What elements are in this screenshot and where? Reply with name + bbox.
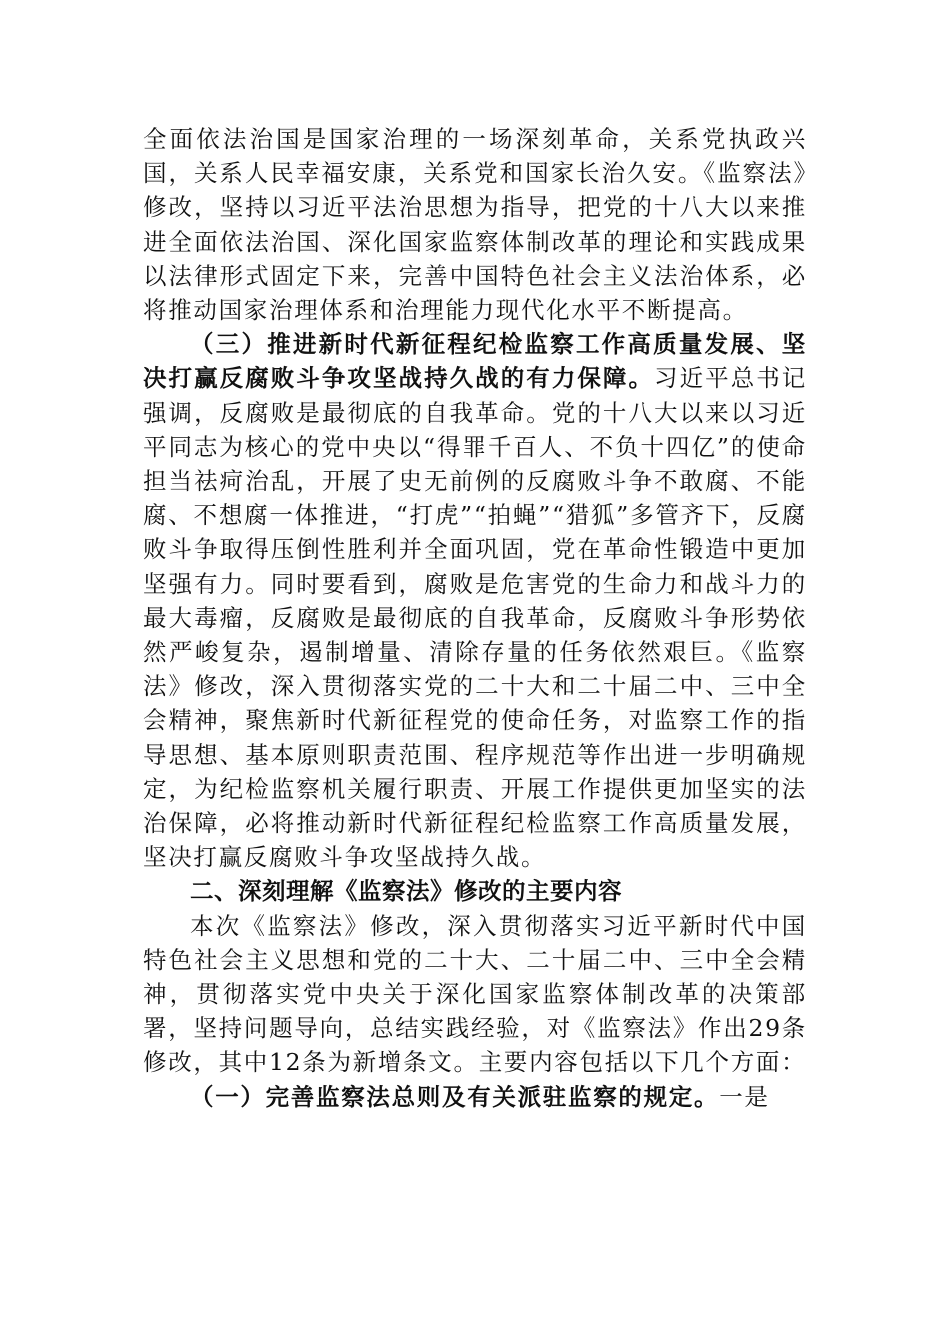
paragraph-revision-overview: 本次《监察法》修改，深入贯彻落实习近平新时代中国特色社会主义思想和党的二十大、二十届二中、三中全会精神，贯彻落实党中央关于深化国家监察体制改革的决策部署，坚持问题导向，总结实践经验，对《监察法》作出29条修改，其中12条为新增条文。主要内容包括以下几个方面： <box>143 911 807 1077</box>
paragraph-subsection-one <box>143 1080 807 1114</box>
section-heading-two: 二、深刻理解《监察法》修改的主要内容 <box>190 877 622 906</box>
paragraph-section-three <box>143 327 807 874</box>
subsection-one-body: 一是 <box>719 1082 770 1111</box>
section-three-lead: （三）推进新时代新征程纪检监察工作高质量发展、坚决打赢反腐败斗争攻坚战持久战的有力保障。 <box>143 330 807 393</box>
paragraph-rule-of-law: 全面依法治国是国家治理的一场深刻革命，关系党执政兴国，关系人民幸福安康，关系党和国家长治久安。《监察法》修改，坚持以习近平法治思想为指导，把党的十八大以来推进全面依法治国、深化国家监察体制改革的理论和实践成果以法律形式固定下来，完善中国特色社会主义法治体系，必将推动国家治理体系和治理能力现代化水平不断提高。 <box>143 125 807 325</box>
document-page <box>143 122 807 1114</box>
subsection-one-lead: （一）完善监察法总则及有关派驻监察的规定。 <box>190 1082 720 1111</box>
section-three-body: 习近平总书记强调，反腐败是最彻底的自我革命。党的十八大以来以习近平同志为核心的党中央以“得罪千百人、不负十四亿”的使命担当祛疴治乱，开展了史无前例的反腐败斗争不敢腐、不能腐、不想腐一体推进，“打虎”“拍蝇”“猎狐”多管齐下，反腐败斗争取得压倒性胜利并全面巩固，党在革命性锻造中更加坚强有力。同时要看到，腐败是危害党的生命力和战斗力的最大毒瘤，反腐败是最彻底的自我革命，反腐败斗争形势依然严峻复杂，遏制增量、清除存量的任务依然艰巨。《监察法》修改，深入贯彻落实党的二十大和二十届二中、三中全会精神，聚焦新时代新征程党的使命任务，对监察工作的指导思想、基本原则职责范围、程序规范等作出进一步明确规定，为纪检监察机关履行职责、开展工作提供更加坚实的法治保障，必将推动新时代新征程纪检监察工作高质量发展，坚决打赢反腐败斗争攻坚战持久战。 <box>143 364 808 872</box>
